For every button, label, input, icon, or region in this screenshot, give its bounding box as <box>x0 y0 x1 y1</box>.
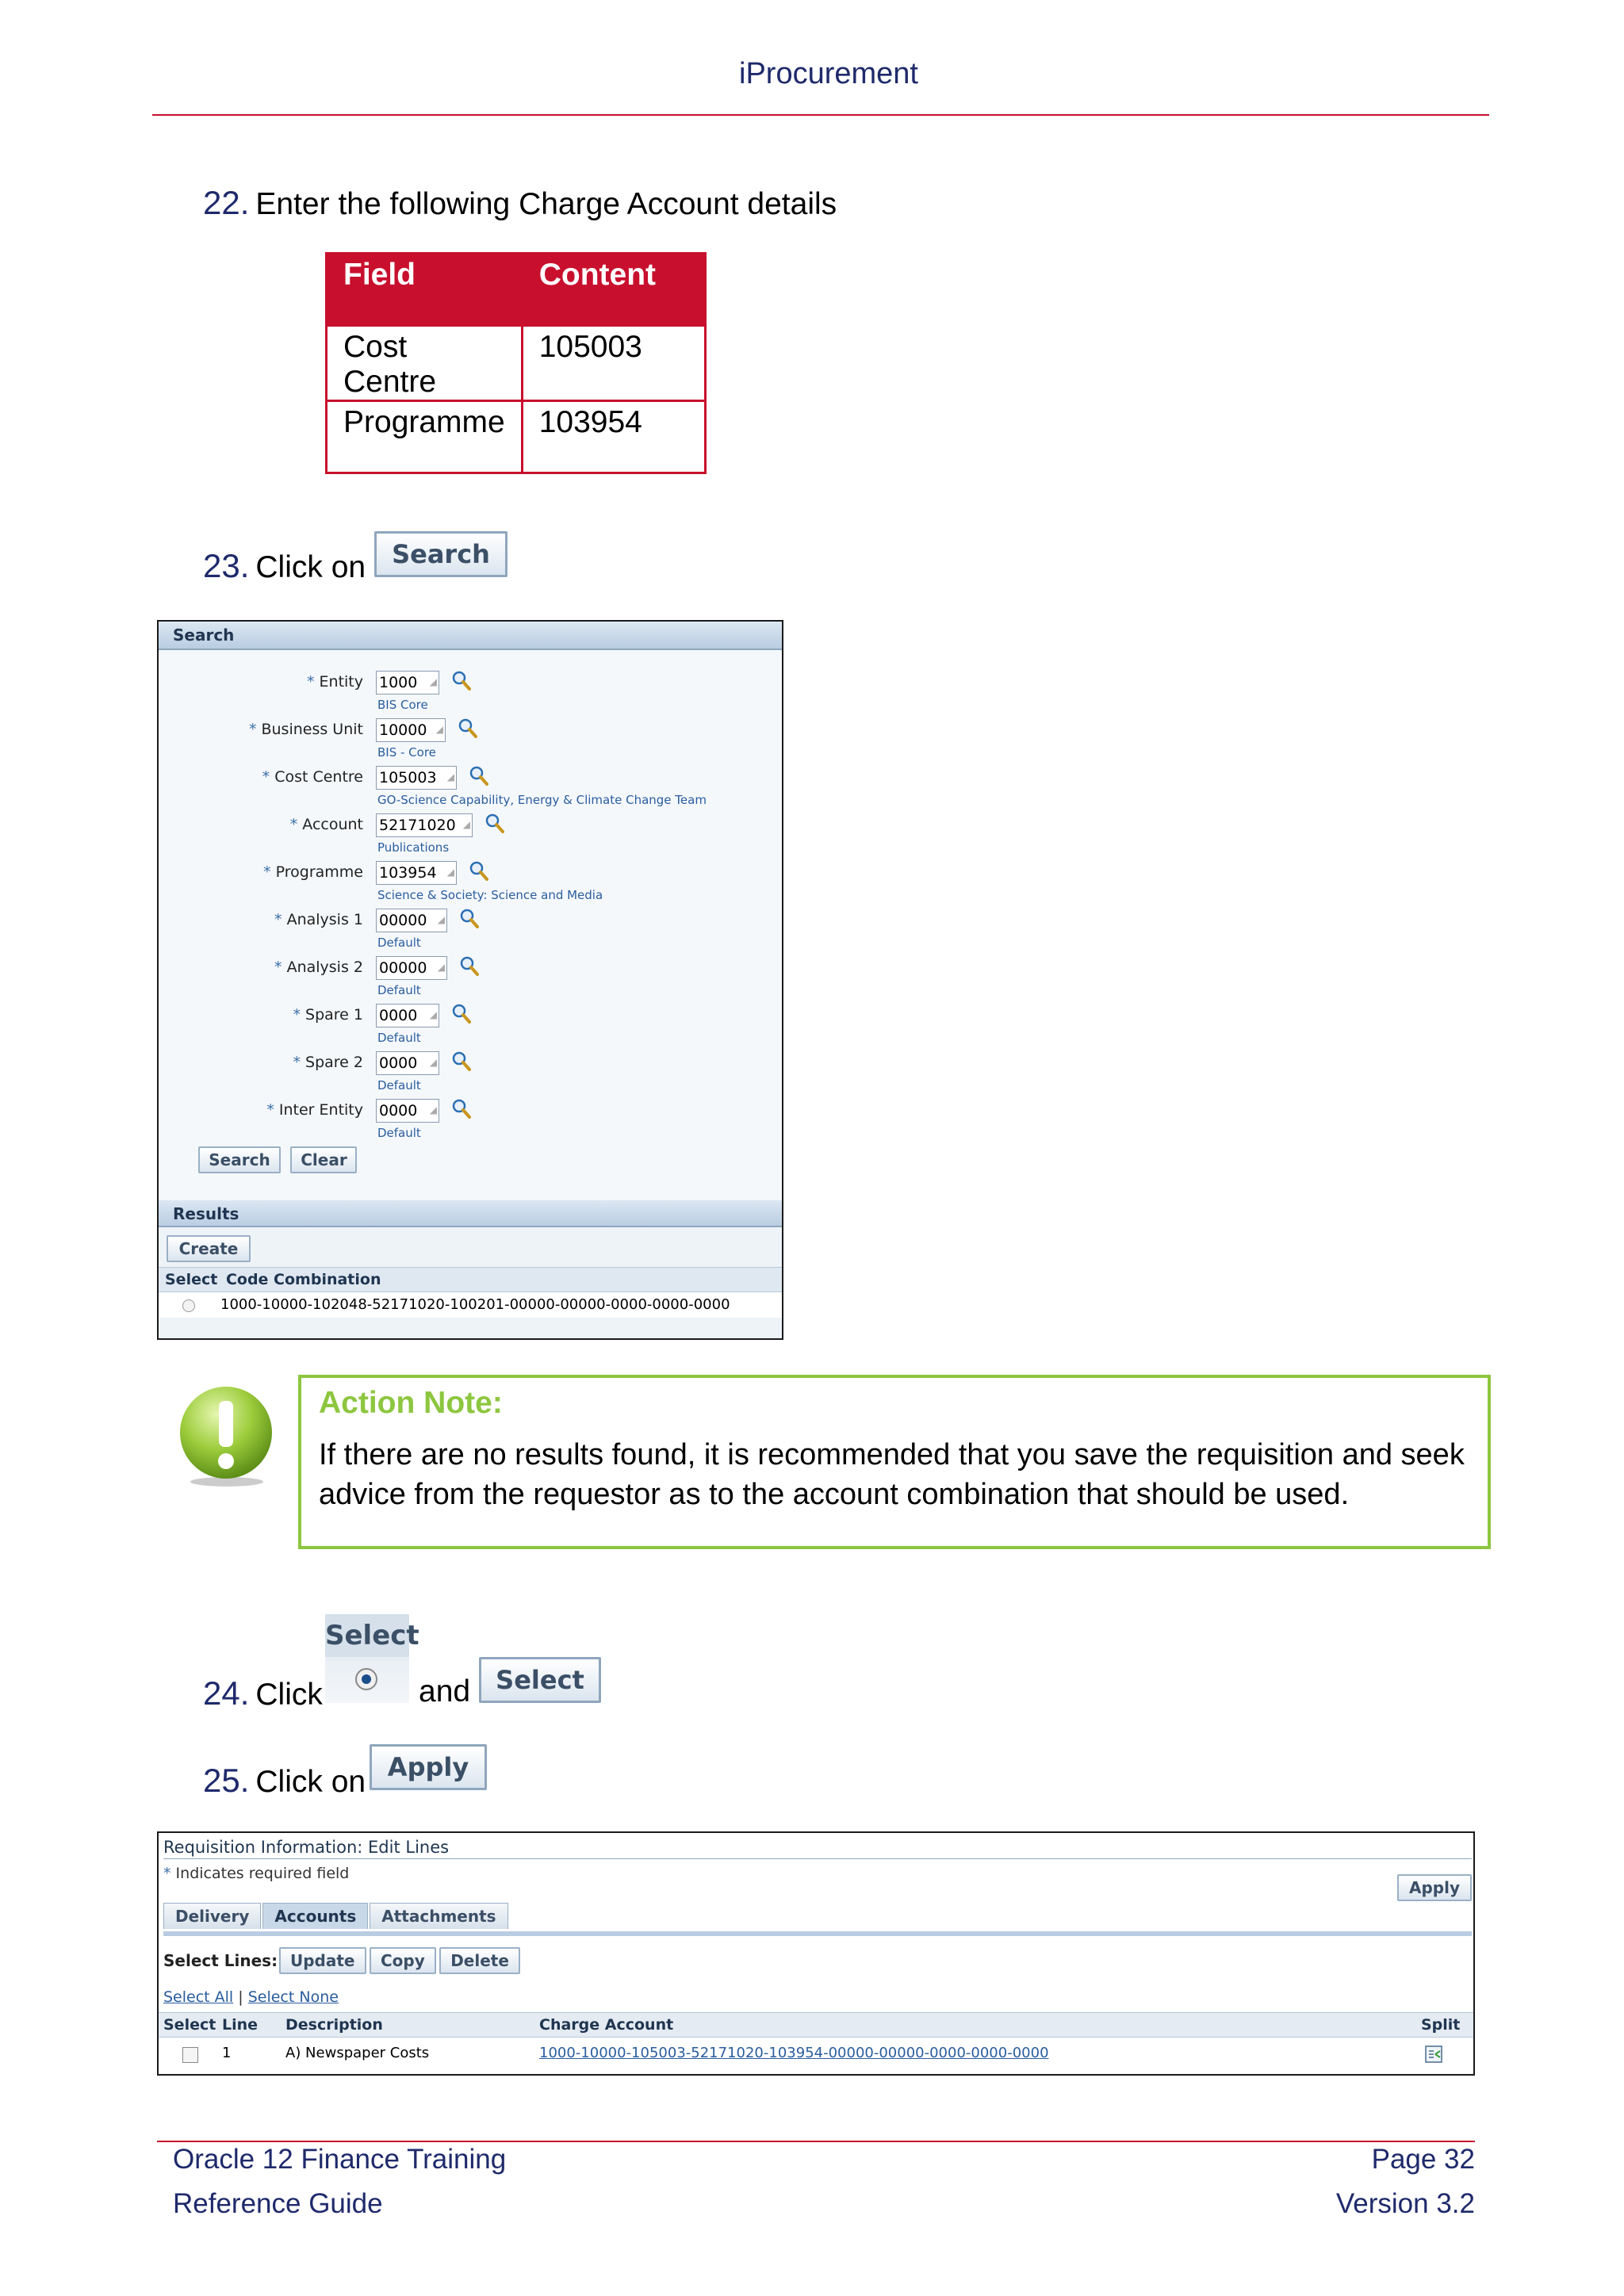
update-button[interactable]: Update <box>279 1947 366 1974</box>
search-field-row <box>159 909 782 953</box>
step-text: Click <box>255 1678 323 1712</box>
results-area <box>159 1227 783 1340</box>
required-mark: * <box>306 673 315 691</box>
search-field-input[interactable] <box>376 861 457 885</box>
field-description: Default <box>377 1031 421 1045</box>
column-split: Split <box>1421 2016 1461 2034</box>
required-mark: * <box>274 959 282 976</box>
field-description: Default <box>377 1126 421 1140</box>
footer-rule <box>157 2141 1475 2142</box>
create-button[interactable]: Create <box>167 1235 251 1262</box>
table-cell: 103954 <box>522 401 705 473</box>
tab-delivery[interactable]: Delivery <box>163 1903 261 1929</box>
table-header-cell: Content <box>522 254 705 326</box>
result-combination: 1000-10000-102048-52171020-100201-00000-00000-0000-0000-0000 <box>220 1296 730 1313</box>
column-code-combination: Code Combination <box>225 1271 381 1288</box>
apply-button[interactable]: Apply <box>1397 1874 1472 1901</box>
select-lines-actions <box>279 1947 520 1974</box>
resize-grip-icon: ◢ <box>446 771 454 783</box>
footer-page-number: Page 32 <box>1371 2144 1475 2175</box>
tab-bar <box>163 1903 510 1929</box>
field-description: Default <box>377 1078 421 1093</box>
field-label-text: Analysis 1 <box>286 911 363 928</box>
step-text: Click on <box>255 550 366 584</box>
exclamation-icon <box>176 1383 276 1488</box>
column-description: Description <box>285 2016 383 2034</box>
search-field-label <box>159 721 363 738</box>
required-mark: * <box>263 863 271 881</box>
search-field-row <box>159 956 782 1001</box>
lines-column-header <box>159 2012 1475 2038</box>
field-value: 00000 <box>379 912 427 929</box>
results-header: Results <box>159 1200 783 1227</box>
search-field-input[interactable] <box>376 1099 439 1123</box>
required-note: * Indicates required field <box>163 1865 350 1882</box>
field-label-text: Cost Centre <box>274 768 363 786</box>
table-cell: Cost Centre <box>327 326 523 401</box>
clear-button[interactable]: Clear <box>290 1146 357 1173</box>
table-row <box>327 326 706 401</box>
search-field-row <box>159 766 782 810</box>
field-value: 105003 <box>379 769 437 786</box>
search-field-row <box>159 1004 782 1048</box>
search-button-image[interactable]: Search <box>374 531 508 577</box>
lookup-search-icon[interactable] <box>468 764 490 792</box>
column-select: Select <box>165 1271 218 1288</box>
header-rule <box>152 114 1489 116</box>
step-23 <box>203 547 366 585</box>
title-divider <box>163 1858 1472 1859</box>
field-description: GO-Science Capability, Energy & Climate Change Team <box>377 793 707 807</box>
radio-button[interactable] <box>355 1668 377 1690</box>
lookup-search-icon[interactable] <box>450 1002 473 1030</box>
select-none-link[interactable]: Select None <box>247 1988 339 2006</box>
charge-account-table <box>325 252 707 474</box>
lookup-search-icon[interactable] <box>468 859 490 887</box>
search-field-label <box>159 1006 363 1024</box>
search-actions <box>198 1146 357 1173</box>
line-checkbox[interactable] <box>182 2047 198 2063</box>
field-label-text: Programme <box>275 863 363 881</box>
search-field-row <box>159 813 782 858</box>
resize-grip-icon: ◢ <box>429 1009 437 1020</box>
column-charge-account: Charge Account <box>539 2016 674 2034</box>
lookup-search-icon[interactable] <box>484 812 506 840</box>
tab-accounts[interactable]: Accounts <box>262 1903 368 1929</box>
select-column-label: Select <box>325 1614 409 1657</box>
field-label-text: Inter Entity <box>278 1101 363 1119</box>
field-value: 0000 <box>379 1054 418 1072</box>
field-value: 52171020 <box>379 817 456 834</box>
search-panel-header: Search <box>159 622 782 650</box>
search-field-label <box>159 863 363 881</box>
field-description: BIS Core <box>377 698 428 712</box>
column-line: Line <box>222 2016 259 2034</box>
resize-grip-icon: ◢ <box>462 819 470 830</box>
delete-button[interactable]: Delete <box>439 1947 520 1974</box>
search-field-label <box>159 768 363 786</box>
footer-doc-type: Reference Guide <box>173 2188 383 2219</box>
lookup-search-icon[interactable] <box>457 717 479 744</box>
table-row <box>159 1292 783 1318</box>
required-mark: * <box>262 768 270 786</box>
search-field-input[interactable] <box>376 1051 439 1075</box>
select-links: Select All | Select None <box>163 1988 339 2006</box>
field-label-text: Business Unit <box>261 721 363 738</box>
resize-grip-icon: ◢ <box>446 867 454 878</box>
search-field-input[interactable] <box>376 766 457 790</box>
search-field-label <box>159 673 363 691</box>
step-22 <box>203 184 837 222</box>
field-description: BIS - Core <box>377 745 436 760</box>
search-field-label <box>159 911 363 928</box>
search-field-label <box>159 1054 363 1071</box>
search-field-row <box>159 1099 782 1143</box>
field-description: Default <box>377 983 421 997</box>
field-description: Science & Society: Science and Media <box>377 888 603 902</box>
lookup-search-icon[interactable] <box>458 907 481 935</box>
required-note-text: Indicates required field <box>175 1865 350 1882</box>
select-all-link[interactable]: Select All <box>163 1988 234 2006</box>
required-mark: * <box>248 721 257 738</box>
search-button[interactable]: Search <box>198 1146 281 1173</box>
copy-button[interactable]: Copy <box>370 1947 436 1974</box>
lookup-search-icon[interactable] <box>458 955 481 982</box>
search-field-row <box>159 1051 782 1096</box>
search-field-input[interactable] <box>376 671 439 695</box>
field-value: 00000 <box>379 959 427 977</box>
field-label-text: Account <box>302 816 363 833</box>
resize-grip-icon: ◢ <box>437 914 445 925</box>
field-description: Default <box>377 936 421 950</box>
search-field-row <box>159 861 782 905</box>
column-select: Select <box>163 2016 216 2034</box>
resize-grip-icon: ◢ <box>429 1104 437 1115</box>
step-25 <box>203 1762 366 1800</box>
footer-course: Oracle 12 Finance Training <box>173 2144 507 2175</box>
field-description: Publications <box>377 840 450 855</box>
field-value: 0000 <box>379 1102 418 1119</box>
document-header-title: iProcurement <box>739 57 918 90</box>
search-field-row <box>159 718 782 763</box>
split-icon[interactable] <box>1424 2044 1443 2063</box>
table-header-cell: Field <box>327 254 523 326</box>
lookup-search-icon[interactable] <box>450 1097 473 1125</box>
resize-grip-icon: ◢ <box>429 676 437 687</box>
table-cell: Programme <box>327 401 523 473</box>
select-lines-label: Select Lines: <box>163 1951 278 1970</box>
step-number: 23. <box>203 547 250 584</box>
tab-attachments[interactable]: Attachments <box>370 1903 508 1929</box>
step-24 <box>203 1674 323 1712</box>
search-field-input[interactable] <box>376 718 446 742</box>
action-note-text: If there are no results found, it is recommended that you save the requisition and seek advice from the requestor as to the account combination that should be used. <box>319 1438 1465 1511</box>
table-header-row <box>327 254 706 326</box>
tab-underline <box>163 1931 1472 1936</box>
charge-account-link[interactable]: 1000-10000-105003-52171020-103954-00000-00000-0000-0000-0000 <box>539 2045 1049 2061</box>
field-value: 0000 <box>379 1007 418 1024</box>
field-label-text: Spare 1 <box>305 1006 363 1024</box>
step-24-and: and <box>419 1674 471 1709</box>
search-field-input[interactable] <box>376 956 447 980</box>
required-mark: * <box>293 1054 301 1071</box>
search-field-input[interactable] <box>376 1004 439 1027</box>
field-label-text: Entity <box>319 673 363 691</box>
step-text: Enter the following Charge Account details <box>255 187 837 221</box>
required-mark: * <box>274 911 282 928</box>
step-text: Click on <box>255 1765 366 1799</box>
result-radio[interactable] <box>182 1299 195 1312</box>
table-cell: 105003 <box>522 326 705 401</box>
required-mark: * <box>266 1101 274 1119</box>
search-field-row <box>159 671 782 715</box>
step-number: 25. <box>203 1762 250 1799</box>
edit-lines-panel <box>157 1831 1475 2076</box>
apply-button-image[interactable]: Apply <box>370 1744 487 1790</box>
required-mark: * <box>293 1006 301 1024</box>
select-button-image[interactable]: Select <box>479 1657 601 1703</box>
search-panel <box>157 620 783 1340</box>
field-label-text: Analysis 2 <box>286 959 363 976</box>
resize-grip-icon: ◢ <box>437 962 445 973</box>
field-value: 1000 <box>379 674 418 691</box>
resize-grip-icon: ◢ <box>435 724 443 735</box>
resize-grip-icon: ◢ <box>429 1057 437 1068</box>
lookup-search-icon[interactable] <box>450 669 473 697</box>
search-field-input[interactable] <box>376 909 447 932</box>
field-label-text: Spare 2 <box>305 1054 363 1071</box>
line-description: A) Newspaper Costs <box>285 2045 430 2061</box>
table-row <box>159 2038 1475 2069</box>
search-field-label <box>159 959 363 976</box>
select-radio-image <box>325 1614 419 1703</box>
search-field-label <box>159 816 363 833</box>
footer-version: Version 3.2 <box>1335 2188 1475 2219</box>
field-value: 10000 <box>379 721 427 739</box>
field-value: 103954 <box>379 864 437 882</box>
results-column-header <box>159 1267 783 1292</box>
table-row <box>327 401 706 473</box>
required-mark: * <box>289 816 298 833</box>
lookup-search-icon[interactable] <box>450 1050 473 1077</box>
search-field-input[interactable] <box>376 813 473 837</box>
line-number: 1 <box>222 2045 232 2061</box>
step-number: 22. <box>203 184 250 221</box>
edit-lines-title: Requisition Information: Edit Lines <box>163 1838 450 1857</box>
action-note-title: Action Note: <box>319 1386 503 1420</box>
action-note-box <box>298 1375 1491 1549</box>
search-field-label <box>159 1101 363 1119</box>
step-number: 24. <box>203 1674 250 1712</box>
